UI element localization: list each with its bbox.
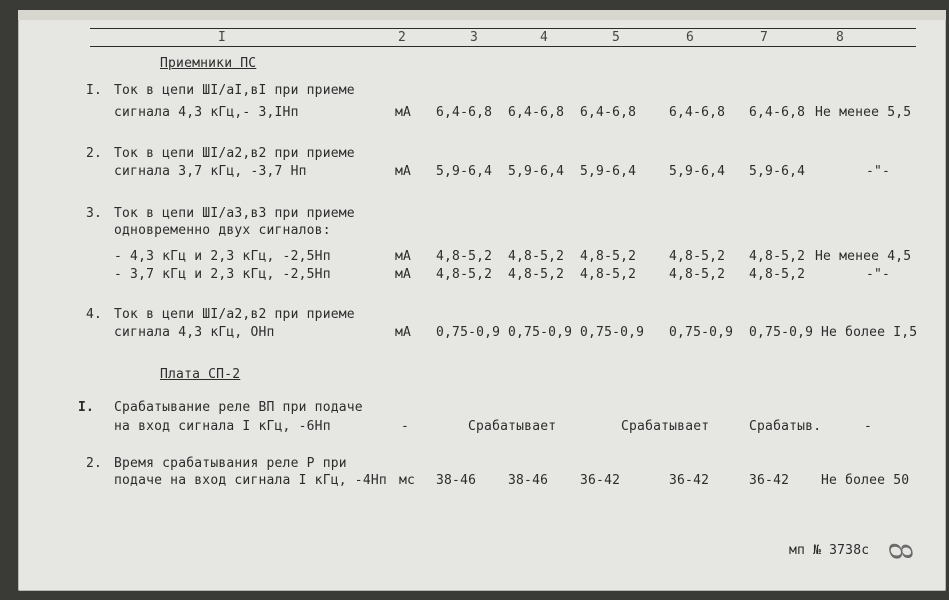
document-page xyxy=(18,10,946,591)
row-2-line-1: Ток в цепи ШI/а2,в2 при приеме xyxy=(114,146,355,161)
row-4-col-4: 0,75-0,9 xyxy=(508,325,573,340)
board-row-1-line-1: Срабатывание реле ВП при подаче xyxy=(114,400,363,415)
row-2-line-2: сигнала 3,7 кГц, -3,7 Нп xyxy=(114,164,307,179)
header-col-2: 2 xyxy=(398,30,407,45)
row-1-line-1: Ток в цепи ШI/аI,вI при приеме xyxy=(114,83,355,98)
row-4-line-2: сигнала 4,3 кГц, ОНп xyxy=(114,325,275,340)
row-3a-col-7: 4,8-5,2 xyxy=(749,249,806,264)
header-col-5: 5 xyxy=(612,30,621,45)
row-1-line-2: сигнала 4,3 кГц,- 3,IНп xyxy=(114,105,299,120)
board-row-2-number: 2. xyxy=(86,456,103,471)
board-row-2-col-7: 36-42 xyxy=(749,473,790,488)
row-4-line-1: Ток в цепи ШI/а2,в2 при приеме xyxy=(114,307,355,322)
section-title-receivers: Приемники ПС xyxy=(160,56,257,71)
board-row-2-col-8: Не более 50 xyxy=(821,473,910,488)
row-1-number: I. xyxy=(86,83,103,98)
board-row-2-col-5: 36-42 xyxy=(580,473,621,488)
row-2-col-7: 5,9-6,4 xyxy=(749,164,806,179)
board-row-2-line-1: Время срабатывания реле Р при xyxy=(114,456,347,471)
row-3b-col-5: 4,8-5,2 xyxy=(580,267,637,282)
row-4-col-8: Не более I,5 xyxy=(821,325,918,340)
row-2-col-8: -"- xyxy=(866,164,891,179)
header-bottom-rule xyxy=(90,46,916,47)
header-top-rule xyxy=(90,28,916,29)
header-col-3: 3 xyxy=(470,30,479,45)
board-row-2-col-3: 38-46 xyxy=(436,473,477,488)
row-4-col-7: 0,75-0,9 xyxy=(749,325,814,340)
board-row-1-col-8: - xyxy=(864,419,873,434)
handwritten-page-number: 8 xyxy=(880,539,919,564)
row-3a-col-3: 4,8-5,2 xyxy=(436,249,493,264)
row-4-number: 4. xyxy=(86,307,103,322)
row-2-col-5: 5,9-6,4 xyxy=(580,164,637,179)
row-3b-col-7: 4,8-5,2 xyxy=(749,267,806,282)
row-3a-text: - 4,3 кГц и 2,3 кГц, -2,5Нп xyxy=(114,249,331,264)
header-col-6: 6 xyxy=(686,30,695,45)
row-3b-unit: мА xyxy=(395,267,412,282)
row-4-col-3: 0,75-0,9 xyxy=(436,325,501,340)
section-title-board: Плата СП-2 xyxy=(160,367,241,382)
row-1-col-4: 6,4-6,8 xyxy=(508,105,565,120)
row-3a-col-5: 4,8-5,2 xyxy=(580,249,637,264)
row-2-number: 2. xyxy=(86,146,103,161)
row-3b-col-8: -"- xyxy=(866,267,891,282)
row-1-unit: мА xyxy=(395,105,412,120)
board-row-2-col-6: 36-42 xyxy=(669,473,710,488)
header-col-1: I xyxy=(218,30,227,45)
row-4-col-6: 0,75-0,9 xyxy=(669,325,734,340)
header-col-4: 4 xyxy=(540,30,549,45)
board-row-1-unit: - xyxy=(401,419,410,434)
row-3b-text: - 3,7 кГц и 2,3 кГц, -2,5Нп xyxy=(114,267,331,282)
header-col-7: 7 xyxy=(760,30,769,45)
board-row-1-result-b: Срабатывает xyxy=(621,419,710,434)
row-3-line-2: одновременно двух сигналов: xyxy=(114,223,331,238)
row-1-col-5: 6,4-6,8 xyxy=(580,105,637,120)
row-4-unit: мА xyxy=(395,325,412,340)
row-3b-col-3: 4,8-5,2 xyxy=(436,267,493,282)
board-row-2-unit: мс xyxy=(399,473,416,488)
row-4-col-5: 0,75-0,9 xyxy=(580,325,645,340)
row-1-col-8: Не менее 5,5 xyxy=(815,105,912,120)
board-row-2-line-2: подаче на вход сигнала I кГц, -4Нп xyxy=(114,473,387,488)
row-3a-col-4: 4,8-5,2 xyxy=(508,249,565,264)
row-2-col-3: 5,9-6,4 xyxy=(436,164,493,179)
row-3-line-1: Ток в цепи ШI/а3,в3 при приеме xyxy=(114,206,355,221)
row-1-col-7: 6,4-6,8 xyxy=(749,105,806,120)
row-3a-col-6: 4,8-5,2 xyxy=(669,249,726,264)
row-3a-unit: мА xyxy=(395,249,412,264)
board-row-2-col-4: 38-46 xyxy=(508,473,549,488)
board-row-1-result-a: Срабатывает xyxy=(468,419,557,434)
header-col-8: 8 xyxy=(836,30,845,45)
row-3b-col-4: 4,8-5,2 xyxy=(508,267,565,282)
row-3a-col-8: Не менее 4,5 xyxy=(815,249,912,264)
row-3b-col-6: 4,8-5,2 xyxy=(669,267,726,282)
row-2-col-4: 5,9-6,4 xyxy=(508,164,565,179)
row-2-col-6: 5,9-6,4 xyxy=(669,164,726,179)
board-row-1-result-c: Срабатыв. xyxy=(749,419,822,434)
board-row-1-number: I. xyxy=(78,400,95,415)
row-1-col-6: 6,4-6,8 xyxy=(669,105,726,120)
archive-stamp: мп № 3738с xyxy=(789,543,870,558)
row-2-unit: мА xyxy=(395,164,412,179)
binding-strip xyxy=(18,10,946,20)
row-1-col-3: 6,4-6,8 xyxy=(436,105,493,120)
board-row-1-line-2: на вход сигнала I кГц, -6Нп xyxy=(114,419,331,434)
row-3-number: 3. xyxy=(86,206,103,221)
